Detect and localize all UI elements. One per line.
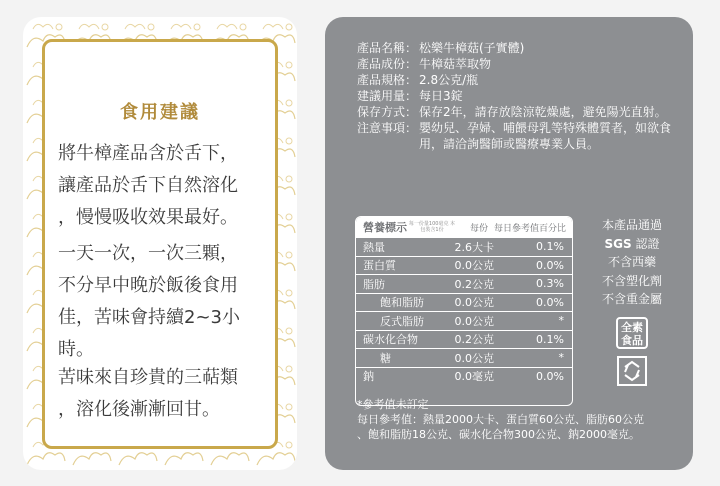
info-value: 2.8公克/瓶	[419, 73, 479, 87]
nutrient-name: 飽和脂肪	[380, 296, 424, 310]
nutrient-name: 鈉	[363, 370, 374, 384]
nutrition-table	[355, 216, 573, 406]
usage-line: 讓產品於舌下自然溶化	[58, 175, 238, 196]
usage-line: ，慢慢吸收效果最好。	[58, 207, 238, 228]
nutrient-amount: 0.0毫克	[454, 370, 494, 384]
nutrient-daily-pct: 0.0%	[536, 295, 564, 309]
nutrient-name: 熱量	[363, 240, 385, 254]
nutrition-header	[356, 217, 572, 237]
nutrient-amount: 0.2公克	[454, 333, 494, 347]
usage-line: 苦味來自珍貴的三萜類	[58, 367, 238, 388]
nutrient-daily-pct: 0.1%	[536, 240, 564, 254]
usage-line: 將牛樟產品含於舌下，	[58, 143, 238, 164]
nutrition-row	[356, 293, 572, 312]
cert-item: 不含塑化劑	[601, 273, 662, 288]
nutrient-amount: 0.2公克	[454, 277, 494, 291]
sgs-logo: SGS	[604, 236, 632, 251]
info-value: 牛樟菇萃取物	[419, 57, 492, 71]
cert-item: 不含重金屬	[601, 292, 662, 306]
info-value: 松樂牛樟菇(子實體)	[419, 41, 525, 55]
nutrient-name: 蛋白質	[363, 259, 396, 273]
info-row-name	[357, 40, 674, 56]
info-row-notice	[357, 120, 674, 152]
nutrient-daily-pct: 0.0%	[536, 369, 564, 383]
nutrient-amount: 0.0公克	[454, 314, 494, 328]
nutrition-title: 營養標示	[363, 221, 407, 234]
footnote-line: 、飽和脂肪18公克、碳水化合物300公克、鈉2000毫克。	[357, 428, 640, 441]
certification-list	[587, 216, 677, 387]
usage-title: 食用建議	[120, 102, 200, 123]
cert-item: 不含西藥	[607, 255, 656, 269]
product-info-card	[325, 17, 693, 470]
nutrient-amount: 2.6大卡	[454, 240, 494, 254]
nutrition-row	[356, 256, 572, 275]
info-row-spec	[357, 72, 674, 88]
usage-card	[23, 17, 297, 470]
per-serving-header: 每份	[469, 223, 488, 234]
info-key: 產品成份：	[357, 57, 418, 71]
usage-paragraph-1	[58, 138, 273, 234]
info-value: 嬰幼兒、孕婦、哺餵母乳等特殊體質者，如欲食用，請洽詢醫師或醫療專業人員。	[419, 121, 672, 151]
usage-paragraph-3	[58, 362, 273, 426]
footnote-line: 每日參考值：熱量2000大卡、蛋白質60公克、脂肪60公克	[357, 413, 644, 426]
nutrition-rows	[356, 237, 572, 385]
recycle-icon	[616, 355, 648, 387]
product-info-list	[357, 40, 674, 152]
usage-line: 一天一次，一次三顆，	[58, 243, 238, 264]
nutrient-name: 糖	[380, 351, 391, 365]
info-value: 每日3錠	[419, 89, 463, 103]
vegan-food-badge	[616, 317, 648, 349]
cert-intro: 本產品通過	[601, 218, 662, 232]
info-row-dosage	[357, 88, 674, 104]
nutrition-row	[356, 311, 572, 330]
info-key: 產品名稱：	[357, 41, 418, 55]
footnote-line: *參考值未訂定	[357, 398, 429, 411]
nutrient-amount: 0.0公克	[454, 351, 494, 365]
info-row-storage	[357, 104, 674, 120]
vegan-badge-bottom: 食品	[621, 333, 643, 347]
usage-line: 不分早中晚於飯後食用	[58, 275, 238, 296]
info-row-ingredients	[357, 56, 674, 72]
nutrient-name: 碳水化合物	[363, 333, 418, 347]
nutrient-amount: 0.0公克	[454, 296, 494, 310]
nutrient-daily-pct: *	[558, 314, 564, 328]
nutrition-row	[356, 274, 572, 293]
nutrient-name: 反式脂肪	[380, 314, 424, 328]
usage-paragraph-2	[58, 238, 273, 366]
nutrition-row	[356, 237, 572, 256]
usage-line: ，溶化後漸漸回甘。	[58, 399, 220, 420]
info-key: 保存方式：	[357, 105, 418, 119]
nutrient-daily-pct: 0.1%	[536, 332, 564, 346]
usage-line: 時。	[58, 339, 94, 360]
nutrient-name: 脂肪	[363, 277, 385, 291]
nutrient-daily-pct: 0.3%	[536, 277, 564, 291]
info-value: 保存2年，請存放陰涼乾燥處，避免陽光直射。	[419, 105, 667, 119]
nutrition-row	[356, 330, 572, 349]
info-key: 產品規格：	[357, 73, 418, 87]
info-key: 建議用量：	[357, 89, 418, 103]
nutrient-amount: 0.0公克	[454, 259, 494, 273]
nutrition-row	[356, 367, 572, 386]
usage-frame	[42, 39, 278, 449]
sgs-suffix: 認證	[635, 236, 660, 251]
nutrient-daily-pct: 0.0%	[536, 258, 564, 272]
vegan-badge-top: 全素	[621, 320, 643, 334]
sgs-cert	[587, 235, 677, 254]
nutrient-daily-pct: *	[558, 351, 564, 365]
info-key: 注意事項：	[357, 121, 418, 135]
daily-value-header: 每日參考值百分比	[493, 223, 566, 234]
footnote	[357, 397, 677, 442]
nutrition-row	[356, 348, 572, 367]
serving-note: 每一份量100毫克 本包裝含1份	[408, 221, 456, 233]
usage-line: 佳，苦味會持續2~3小	[58, 307, 240, 328]
